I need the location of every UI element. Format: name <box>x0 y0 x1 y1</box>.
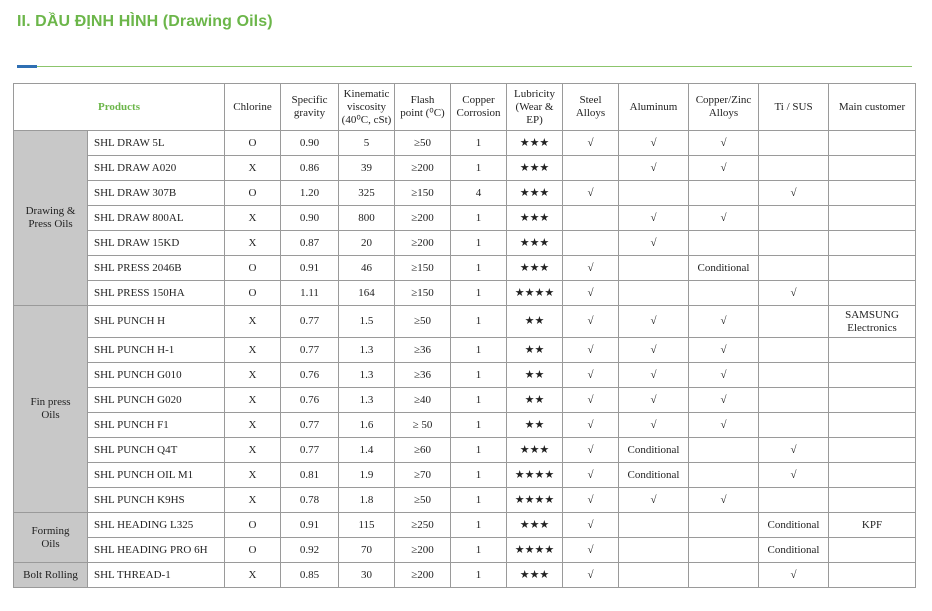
steel-cell <box>563 231 619 256</box>
header-kinematic-viscosity <box>339 84 395 131</box>
aluminum-cell: √ <box>619 156 689 181</box>
aluminum-cell: √ <box>619 388 689 413</box>
product-name: SHL HEADING L325 <box>88 513 225 538</box>
main-customer-cell: SAMSUNG Electronics <box>829 306 916 338</box>
header-copper-zinc: Copper/Zinc Alloys <box>689 84 759 131</box>
lubricity-cell: ★★ <box>507 388 563 413</box>
gravity-cell: 0.77 <box>281 438 339 463</box>
ti-sus-cell: √ <box>759 281 829 306</box>
ti-sus-cell <box>759 488 829 513</box>
main-customer-cell <box>829 563 916 588</box>
lubricity-cell: ★★★★ <box>507 538 563 563</box>
viscosity-cell: 5 <box>339 131 395 156</box>
product-name: SHL DRAW 15KD <box>88 231 225 256</box>
steel-cell: √ <box>563 488 619 513</box>
flash-point-cell: ≥ 50 <box>395 413 451 438</box>
ti-sus-cell: √ <box>759 463 829 488</box>
ti-sus-cell <box>759 388 829 413</box>
table-row <box>14 563 916 588</box>
header-flash-point-l2: point (⁰C) <box>400 107 445 119</box>
main-customer-cell <box>829 538 916 563</box>
product-name: SHL DRAW 5L <box>88 131 225 156</box>
copper-zinc-cell <box>689 563 759 588</box>
lubricity-cell: ★★★★ <box>507 281 563 306</box>
corrosion-cell: 1 <box>451 563 507 588</box>
chlorine-cell: X <box>225 488 281 513</box>
copper-zinc-cell: √ <box>689 413 759 438</box>
lubricity-cell: ★★★ <box>507 181 563 206</box>
group-label-line1: Bolt Rolling <box>23 568 78 581</box>
main-customer-cell <box>829 438 916 463</box>
flash-point-cell: ≥36 <box>395 363 451 388</box>
steel-cell: √ <box>563 513 619 538</box>
title-accent-bar <box>17 65 37 68</box>
aluminum-cell <box>619 538 689 563</box>
table-row <box>14 363 916 388</box>
corrosion-cell: 1 <box>451 306 507 338</box>
viscosity-cell: 1.9 <box>339 463 395 488</box>
copper-zinc-cell: √ <box>689 338 759 363</box>
corrosion-cell: 1 <box>451 281 507 306</box>
product-name: SHL PUNCH G020 <box>88 388 225 413</box>
copper-zinc-cell: √ <box>689 156 759 181</box>
product-name: SHL HEADING PRO 6H <box>88 538 225 563</box>
header-kinematic-viscosity-l2: (40⁰C, cSt) <box>341 113 392 126</box>
drawing-oils-table <box>13 83 916 588</box>
table-row <box>14 156 916 181</box>
viscosity-cell: 1.6 <box>339 413 395 438</box>
lubricity-cell: ★★★★ <box>507 463 563 488</box>
viscosity-cell: 1.3 <box>339 388 395 413</box>
group-label-line1: Fin press <box>30 396 71 408</box>
chlorine-cell: X <box>225 231 281 256</box>
gravity-cell: 0.91 <box>281 256 339 281</box>
product-name: SHL PRESS 2046B <box>88 256 225 281</box>
header-row <box>14 84 916 131</box>
lubricity-cell: ★★ <box>507 413 563 438</box>
viscosity-cell: 20 <box>339 231 395 256</box>
table-row <box>14 281 916 306</box>
aluminum-cell <box>619 281 689 306</box>
chlorine-cell: X <box>225 563 281 588</box>
chlorine-cell: O <box>225 131 281 156</box>
header-kinematic-viscosity-l1: Kinematic viscosity <box>343 87 390 113</box>
viscosity-cell: 46 <box>339 256 395 281</box>
gravity-cell: 0.90 <box>281 131 339 156</box>
viscosity-cell: 1.3 <box>339 363 395 388</box>
group-label-line1: Drawing & <box>25 205 76 217</box>
viscosity-cell: 325 <box>339 181 395 206</box>
corrosion-cell: 1 <box>451 156 507 181</box>
header-copper-corrosion: Copper Corrosion <box>451 84 507 131</box>
chlorine-cell: X <box>225 206 281 231</box>
viscosity-cell: 30 <box>339 563 395 588</box>
gravity-cell: 0.77 <box>281 413 339 438</box>
main-customer-cell <box>829 256 916 281</box>
header-flash-point <box>395 84 451 131</box>
header-lubricity <box>507 84 563 131</box>
copper-zinc-cell: √ <box>689 488 759 513</box>
main-customer-cell <box>829 206 916 231</box>
table-row <box>14 256 916 281</box>
aluminum-cell <box>619 513 689 538</box>
group-label-line2: Oils <box>41 409 60 421</box>
table-row <box>14 488 916 513</box>
copper-zinc-cell: Conditional <box>689 256 759 281</box>
flash-point-cell: ≥150 <box>395 181 451 206</box>
ti-sus-cell <box>759 338 829 363</box>
aluminum-cell: √ <box>619 306 689 338</box>
main-customer-cell <box>829 388 916 413</box>
group-label <box>14 563 88 588</box>
main-customer-cell <box>829 156 916 181</box>
corrosion-cell: 1 <box>451 488 507 513</box>
aluminum-cell: √ <box>619 488 689 513</box>
steel-cell: √ <box>563 256 619 281</box>
flash-point-cell: ≥36 <box>395 338 451 363</box>
corrosion-cell: 4 <box>451 181 507 206</box>
corrosion-cell: 1 <box>451 463 507 488</box>
copper-zinc-cell: √ <box>689 388 759 413</box>
aluminum-cell <box>619 563 689 588</box>
chlorine-cell: X <box>225 363 281 388</box>
steel-cell: √ <box>563 413 619 438</box>
steel-cell: √ <box>563 363 619 388</box>
steel-cell: √ <box>563 131 619 156</box>
main-customer-cell <box>829 181 916 206</box>
copper-zinc-cell <box>689 463 759 488</box>
aluminum-cell: Conditional <box>619 438 689 463</box>
steel-cell: √ <box>563 388 619 413</box>
table-row <box>14 206 916 231</box>
viscosity-cell: 1.4 <box>339 438 395 463</box>
header-specific-gravity: Specific gravity <box>281 84 339 131</box>
chlorine-cell: X <box>225 388 281 413</box>
corrosion-cell: 1 <box>451 538 507 563</box>
ti-sus-cell: Conditional <box>759 538 829 563</box>
flash-point-cell: ≥150 <box>395 256 451 281</box>
table-row <box>14 438 916 463</box>
corrosion-cell: 1 <box>451 363 507 388</box>
group-label <box>14 306 88 513</box>
corrosion-cell: 1 <box>451 231 507 256</box>
ti-sus-cell: √ <box>759 563 829 588</box>
corrosion-cell: 1 <box>451 338 507 363</box>
table-row <box>14 538 916 563</box>
aluminum-cell: √ <box>619 206 689 231</box>
ti-sus-cell: √ <box>759 181 829 206</box>
main-customer-cell: KPF <box>829 513 916 538</box>
aluminum-cell: √ <box>619 231 689 256</box>
steel-cell <box>563 206 619 231</box>
gravity-cell: 0.76 <box>281 363 339 388</box>
group-label-line2: Oils <box>41 537 60 550</box>
lubricity-cell: ★★★ <box>507 438 563 463</box>
product-name: SHL THREAD-1 <box>88 563 225 588</box>
header-lubricity-l2: (Wear & <box>515 100 554 113</box>
gravity-cell: 0.87 <box>281 231 339 256</box>
aluminum-cell: Conditional <box>619 463 689 488</box>
product-name: SHL PUNCH K9HS <box>88 488 225 513</box>
corrosion-cell: 1 <box>451 206 507 231</box>
ti-sus-cell <box>759 413 829 438</box>
group-label <box>14 131 88 306</box>
table-row <box>14 513 916 538</box>
main-customer-cell <box>829 463 916 488</box>
main-customer-cell <box>829 338 916 363</box>
chlorine-cell: X <box>225 438 281 463</box>
gravity-cell: 0.91 <box>281 513 339 538</box>
aluminum-cell <box>619 256 689 281</box>
lubricity-cell: ★★ <box>507 338 563 363</box>
header-steel-alloys: Steel Alloys <box>563 84 619 131</box>
gravity-cell: 0.92 <box>281 538 339 563</box>
header-flash-point-l1: Flash <box>410 94 435 106</box>
lubricity-cell: ★★★ <box>507 156 563 181</box>
viscosity-cell: 1.8 <box>339 488 395 513</box>
table-row <box>14 463 916 488</box>
lubricity-cell: ★★★ <box>507 206 563 231</box>
steel-cell: √ <box>563 281 619 306</box>
product-name: SHL PUNCH H <box>88 306 225 338</box>
table-row <box>14 231 916 256</box>
header-lubricity-l3: EP) <box>526 113 543 126</box>
flash-point-cell: ≥70 <box>395 463 451 488</box>
flash-point-cell: ≥200 <box>395 563 451 588</box>
steel-cell: √ <box>563 538 619 563</box>
aluminum-cell: √ <box>619 338 689 363</box>
chlorine-cell: O <box>225 281 281 306</box>
flash-point-cell: ≥50 <box>395 306 451 338</box>
group-label-line1: Forming <box>31 524 70 537</box>
title-underline <box>37 66 912 67</box>
table-row <box>14 306 916 338</box>
ti-sus-cell: √ <box>759 438 829 463</box>
gravity-cell: 1.11 <box>281 281 339 306</box>
product-name: SHL PRESS 150HA <box>88 281 225 306</box>
product-name: SHL DRAW 307B <box>88 181 225 206</box>
lubricity-cell: ★★★★ <box>507 488 563 513</box>
chlorine-cell: O <box>225 513 281 538</box>
aluminum-cell: √ <box>619 131 689 156</box>
main-customer-cell <box>829 231 916 256</box>
lubricity-cell: ★★ <box>507 306 563 338</box>
lubricity-cell: ★★★ <box>507 563 563 588</box>
corrosion-cell: 1 <box>451 513 507 538</box>
copper-zinc-cell: √ <box>689 206 759 231</box>
main-customer-cell <box>829 363 916 388</box>
page-title: II. DẦU ĐỊNH HÌNH (Drawing Oils) <box>17 13 273 30</box>
product-name: SHL DRAW A020 <box>88 156 225 181</box>
header-aluminum: Aluminum <box>619 84 689 131</box>
flash-point-cell: ≥250 <box>395 513 451 538</box>
steel-cell: √ <box>563 181 619 206</box>
copper-zinc-cell <box>689 281 759 306</box>
steel-cell: √ <box>563 463 619 488</box>
product-name: SHL DRAW 800AL <box>88 206 225 231</box>
aluminum-cell: √ <box>619 413 689 438</box>
ti-sus-cell <box>759 363 829 388</box>
steel-cell <box>563 156 619 181</box>
lubricity-cell: ★★★ <box>507 231 563 256</box>
ti-sus-cell <box>759 156 829 181</box>
gravity-cell: 0.78 <box>281 488 339 513</box>
lubricity-cell: ★★★ <box>507 131 563 156</box>
steel-cell: √ <box>563 306 619 338</box>
corrosion-cell: 1 <box>451 413 507 438</box>
gravity-cell: 0.76 <box>281 388 339 413</box>
gravity-cell: 0.77 <box>281 338 339 363</box>
lubricity-cell: ★★★ <box>507 256 563 281</box>
flash-point-cell: ≥50 <box>395 131 451 156</box>
copper-zinc-cell <box>689 231 759 256</box>
table-row <box>14 388 916 413</box>
aluminum-cell: √ <box>619 363 689 388</box>
gravity-cell: 0.77 <box>281 306 339 338</box>
copper-zinc-cell <box>689 538 759 563</box>
flash-point-cell: ≥200 <box>395 206 451 231</box>
header-lubricity-l1: Lubricity <box>514 87 555 100</box>
viscosity-cell: 39 <box>339 156 395 181</box>
header-main-customer: Main customer <box>829 84 916 131</box>
aluminum-cell <box>619 181 689 206</box>
chlorine-cell: X <box>225 306 281 338</box>
ti-sus-cell: Conditional <box>759 513 829 538</box>
gravity-cell: 1.20 <box>281 181 339 206</box>
copper-zinc-cell: √ <box>689 131 759 156</box>
chlorine-cell: X <box>225 338 281 363</box>
product-name: SHL PUNCH G010 <box>88 363 225 388</box>
lubricity-cell: ★★ <box>507 363 563 388</box>
table-row <box>14 413 916 438</box>
viscosity-cell: 115 <box>339 513 395 538</box>
table-row <box>14 181 916 206</box>
gravity-cell: 0.85 <box>281 563 339 588</box>
ti-sus-cell <box>759 206 829 231</box>
copper-zinc-cell: √ <box>689 363 759 388</box>
steel-cell: √ <box>563 338 619 363</box>
corrosion-cell: 1 <box>451 388 507 413</box>
ti-sus-cell <box>759 231 829 256</box>
ti-sus-cell <box>759 306 829 338</box>
chlorine-cell: X <box>225 413 281 438</box>
main-customer-cell <box>829 131 916 156</box>
viscosity-cell: 1.3 <box>339 338 395 363</box>
gravity-cell: 0.86 <box>281 156 339 181</box>
copper-zinc-cell <box>689 181 759 206</box>
gravity-cell: 0.90 <box>281 206 339 231</box>
flash-point-cell: ≥200 <box>395 156 451 181</box>
flash-point-cell: ≥200 <box>395 538 451 563</box>
copper-zinc-cell <box>689 513 759 538</box>
table-body <box>14 131 916 588</box>
chlorine-cell: O <box>225 256 281 281</box>
steel-cell: √ <box>563 563 619 588</box>
header-products: Products <box>14 84 225 131</box>
corrosion-cell: 1 <box>451 256 507 281</box>
chlorine-cell: X <box>225 156 281 181</box>
flash-point-cell: ≥200 <box>395 231 451 256</box>
main-customer-cell <box>829 488 916 513</box>
chlorine-cell: O <box>225 181 281 206</box>
steel-cell: √ <box>563 438 619 463</box>
ti-sus-cell <box>759 256 829 281</box>
viscosity-cell: 800 <box>339 206 395 231</box>
product-name: SHL PUNCH Q4T <box>88 438 225 463</box>
ti-sus-cell <box>759 131 829 156</box>
viscosity-cell: 164 <box>339 281 395 306</box>
group-label-line2: Press Oils <box>28 218 73 230</box>
gravity-cell: 0.81 <box>281 463 339 488</box>
flash-point-cell: ≥150 <box>395 281 451 306</box>
corrosion-cell: 1 <box>451 131 507 156</box>
group-label <box>14 513 88 563</box>
table-row <box>14 131 916 156</box>
header-chlorine: Chlorine <box>225 84 281 131</box>
flash-point-cell: ≥60 <box>395 438 451 463</box>
header-ti-sus: Ti / SUS <box>759 84 829 131</box>
product-name: SHL PUNCH F1 <box>88 413 225 438</box>
main-customer-cell <box>829 413 916 438</box>
copper-zinc-cell: √ <box>689 306 759 338</box>
lubricity-cell: ★★★ <box>507 513 563 538</box>
chlorine-cell: X <box>225 463 281 488</box>
table-row <box>14 338 916 363</box>
corrosion-cell: 1 <box>451 438 507 463</box>
copper-zinc-cell <box>689 438 759 463</box>
product-name: SHL PUNCH OIL M1 <box>88 463 225 488</box>
product-name: SHL PUNCH H-1 <box>88 338 225 363</box>
chlorine-cell: O <box>225 538 281 563</box>
viscosity-cell: 70 <box>339 538 395 563</box>
flash-point-cell: ≥50 <box>395 488 451 513</box>
flash-point-cell: ≥40 <box>395 388 451 413</box>
viscosity-cell: 1.5 <box>339 306 395 338</box>
main-customer-cell <box>829 281 916 306</box>
